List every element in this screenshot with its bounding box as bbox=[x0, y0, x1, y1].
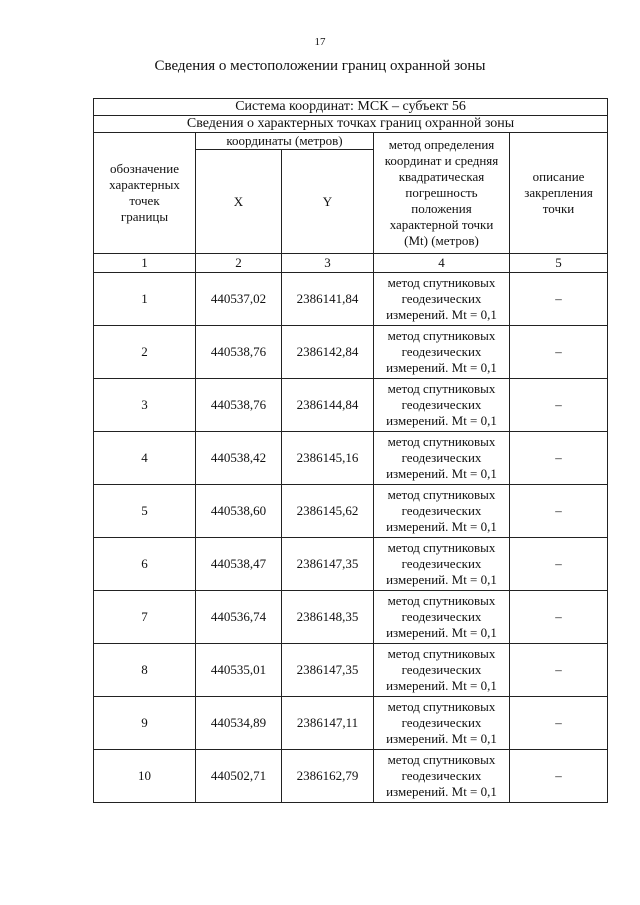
x-coordinate-cell: 440536,74 bbox=[196, 591, 282, 644]
header-line: (Mt) (метров) bbox=[404, 233, 479, 248]
method-line: метод спутниковых bbox=[387, 646, 496, 661]
header-line: характерной точки bbox=[389, 217, 494, 232]
method-line: измерений. Mt = 0,1 bbox=[386, 572, 497, 587]
column-number: 4 bbox=[374, 254, 510, 273]
method-line: метод спутниковых bbox=[387, 434, 496, 449]
method-line: геодезических bbox=[401, 556, 482, 571]
method-line: метод спутниковых bbox=[387, 752, 496, 767]
method-line: измерений. Mt = 0,1 bbox=[386, 731, 497, 746]
method-cell bbox=[374, 644, 510, 697]
x-coordinate-cell: 440538,60 bbox=[196, 485, 282, 538]
point-number-cell: 4 bbox=[94, 432, 196, 485]
method-line: геодезических bbox=[401, 344, 482, 359]
point-number-cell: 6 bbox=[94, 538, 196, 591]
description-cell: – bbox=[510, 379, 608, 432]
y-coordinate-cell: 2386162,79 bbox=[282, 750, 374, 803]
method-line: измерений. Mt = 0,1 bbox=[386, 678, 497, 693]
header-line: характерных bbox=[109, 177, 180, 192]
method-line: измерений. Mt = 0,1 bbox=[386, 466, 497, 481]
method-line: метод спутниковых bbox=[387, 487, 496, 502]
x-coordinate-cell: 440538,76 bbox=[196, 326, 282, 379]
header-line: точки bbox=[542, 201, 575, 216]
y-coordinate-cell: 2386147,35 bbox=[282, 644, 374, 697]
table-row bbox=[94, 591, 608, 644]
table-row bbox=[94, 750, 608, 803]
description-cell: – bbox=[510, 326, 608, 379]
point-number-cell: 3 bbox=[94, 379, 196, 432]
description-cell: – bbox=[510, 273, 608, 326]
page-number: 17 bbox=[314, 36, 326, 48]
method-cell bbox=[374, 432, 510, 485]
method-line: геодезических bbox=[401, 503, 482, 518]
method-line: геодезических bbox=[401, 397, 482, 412]
description-cell: – bbox=[510, 750, 608, 803]
point-number-cell: 9 bbox=[94, 697, 196, 750]
method-line: геодезических bbox=[401, 715, 482, 730]
header-point-designation bbox=[94, 133, 196, 254]
method-line: метод спутниковых bbox=[387, 540, 496, 555]
y-coordinate-cell: 2386148,35 bbox=[282, 591, 374, 644]
y-coordinate-cell: 2386145,62 bbox=[282, 485, 374, 538]
method-cell bbox=[374, 538, 510, 591]
header-coordinates: координаты (метров) bbox=[196, 133, 374, 150]
header-y: Y bbox=[282, 150, 374, 254]
x-coordinate-cell: 440502,71 bbox=[196, 750, 282, 803]
column-number: 5 bbox=[510, 254, 608, 273]
table-row bbox=[94, 379, 608, 432]
method-line: измерений. Mt = 0,1 bbox=[386, 413, 497, 428]
y-coordinate-cell: 2386144,84 bbox=[282, 379, 374, 432]
column-number: 1 bbox=[94, 254, 196, 273]
table-row bbox=[94, 644, 608, 697]
header-line: квадратическая bbox=[398, 169, 485, 184]
method-cell bbox=[374, 379, 510, 432]
table-row bbox=[94, 273, 608, 326]
method-cell bbox=[374, 750, 510, 803]
header-method bbox=[374, 133, 510, 254]
header-line: метод определения bbox=[388, 137, 495, 152]
point-number-cell: 8 bbox=[94, 644, 196, 697]
header-line: обозначение bbox=[110, 161, 179, 176]
y-coordinate-cell: 2386145,16 bbox=[282, 432, 374, 485]
point-number-cell: 2 bbox=[94, 326, 196, 379]
method-line: измерений. Mt = 0,1 bbox=[386, 307, 497, 322]
method-line: геодезических bbox=[401, 450, 482, 465]
table-row bbox=[94, 326, 608, 379]
point-number-cell: 7 bbox=[94, 591, 196, 644]
method-line: метод спутниковых bbox=[387, 381, 496, 396]
method-line: метод спутниковых bbox=[387, 699, 496, 714]
x-coordinate-cell: 440535,01 bbox=[196, 644, 282, 697]
x-coordinate-cell: 440537,02 bbox=[196, 273, 282, 326]
coordinates-table bbox=[93, 98, 608, 803]
method-line: измерений. Mt = 0,1 bbox=[386, 625, 497, 640]
x-coordinate-cell: 440538,47 bbox=[196, 538, 282, 591]
header-line: точек bbox=[129, 193, 160, 208]
header-description bbox=[510, 133, 608, 254]
method-cell bbox=[374, 485, 510, 538]
method-line: метод спутниковых bbox=[387, 593, 496, 608]
method-line: измерений. Mt = 0,1 bbox=[386, 360, 497, 375]
method-line: геодезических bbox=[401, 291, 482, 306]
table-row bbox=[94, 432, 608, 485]
method-cell bbox=[374, 273, 510, 326]
method-line: геодезических bbox=[401, 609, 482, 624]
table-subtitle-cell: Сведения о характерных точках границ охранной зоны bbox=[94, 116, 608, 133]
header-x: X bbox=[196, 150, 282, 254]
method-line: геодезических bbox=[401, 662, 482, 677]
header-line: положения bbox=[411, 201, 472, 216]
description-cell: – bbox=[510, 591, 608, 644]
table-row bbox=[94, 697, 608, 750]
method-cell bbox=[374, 697, 510, 750]
header-line: погрешность bbox=[405, 185, 478, 200]
y-coordinate-cell: 2386141,84 bbox=[282, 273, 374, 326]
description-cell: – bbox=[510, 538, 608, 591]
header-line: закрепления bbox=[524, 185, 593, 200]
x-coordinate-cell: 440538,42 bbox=[196, 432, 282, 485]
document-title: Сведения о местоположении границ охранной зоны bbox=[154, 58, 486, 74]
y-coordinate-cell: 2386142,84 bbox=[282, 326, 374, 379]
method-cell bbox=[374, 326, 510, 379]
point-number-cell: 1 bbox=[94, 273, 196, 326]
x-coordinate-cell: 440534,89 bbox=[196, 697, 282, 750]
column-number: 2 bbox=[196, 254, 282, 273]
point-number-cell: 10 bbox=[94, 750, 196, 803]
method-line: геодезических bbox=[401, 768, 482, 783]
table-row bbox=[94, 538, 608, 591]
description-cell: – bbox=[510, 432, 608, 485]
method-line: метод спутниковых bbox=[387, 275, 496, 290]
coordinate-system-cell: Система координат: МСК – субъект 56 bbox=[94, 99, 608, 116]
description-cell: – bbox=[510, 644, 608, 697]
description-cell: – bbox=[510, 697, 608, 750]
x-coordinate-cell: 440538,76 bbox=[196, 379, 282, 432]
method-line: измерений. Mt = 0,1 bbox=[386, 784, 497, 799]
y-coordinate-cell: 2386147,35 bbox=[282, 538, 374, 591]
header-line: описание bbox=[532, 169, 585, 184]
header-line: границы bbox=[120, 209, 169, 224]
method-line: измерений. Mt = 0,1 bbox=[386, 519, 497, 534]
point-number-cell: 5 bbox=[94, 485, 196, 538]
description-cell: – bbox=[510, 485, 608, 538]
method-line: метод спутниковых bbox=[387, 328, 496, 343]
column-number: 3 bbox=[282, 254, 374, 273]
table-row bbox=[94, 485, 608, 538]
y-coordinate-cell: 2386147,11 bbox=[282, 697, 374, 750]
method-cell bbox=[374, 591, 510, 644]
header-line: координат и средняя bbox=[384, 153, 499, 168]
